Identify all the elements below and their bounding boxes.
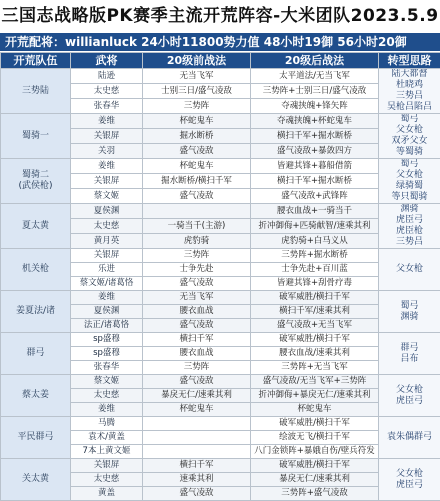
general-name: 夏侯渊 bbox=[71, 204, 143, 219]
late-tactic: 破军威胜/横扫千军 bbox=[251, 417, 379, 431]
late-tactic: 盛气凌敌/无当飞军+三势阵 bbox=[251, 375, 379, 389]
general-name: sp盛穆 bbox=[71, 347, 143, 361]
general-name: 姜维 bbox=[71, 159, 143, 174]
late-tactic: 三势阵+士别三日/盛气凌敌 bbox=[251, 84, 379, 99]
late-tactic: 破军威胜/横扫千军 bbox=[251, 333, 379, 347]
early-tactic: 无当飞军 bbox=[143, 69, 251, 84]
transition-strategy: 父女枪 虎臣弓 bbox=[379, 459, 440, 501]
transition-strategy: 群弓 吕布 bbox=[379, 333, 440, 375]
early-tactic: 士争先赴 bbox=[143, 263, 251, 277]
sheet-title: 三国志战略版PK赛季主流开荒阵容-大米团队2023.5.9 bbox=[0, 0, 440, 32]
header-team: 开荒队伍 bbox=[1, 53, 71, 69]
late-tactic: 皆避其锋+刮骨疗毒 bbox=[251, 277, 379, 291]
late-tactic: 虎豹骑+白马义从 bbox=[251, 234, 379, 249]
table-row bbox=[1, 69, 440, 84]
early-tactic: 虎豹骑 bbox=[143, 234, 251, 249]
general-name: 太史慈 bbox=[71, 389, 143, 403]
lineup-table bbox=[0, 52, 440, 501]
table-row bbox=[1, 333, 440, 347]
late-tactic: 皆避其锋+暮船借箭 bbox=[251, 159, 379, 174]
early-tactic bbox=[143, 445, 251, 459]
team-name: 平民群弓 bbox=[1, 417, 71, 459]
late-tactic: 破军威胜/横扫千军 bbox=[251, 291, 379, 305]
late-tactic: 三势阵+掘水断桥 bbox=[251, 249, 379, 263]
team-name: 蜀骑二 (武侯枪) bbox=[1, 159, 71, 204]
general-name: 关银屏 bbox=[71, 174, 143, 189]
late-tactic: 绘波无飞/横扫千军 bbox=[251, 431, 379, 445]
table-row bbox=[1, 204, 440, 219]
early-tactic: 杯蛇鬼车 bbox=[143, 159, 251, 174]
general-name: 姜维 bbox=[71, 114, 143, 129]
team-name: 机关枪 bbox=[1, 249, 71, 291]
late-tactic: 破军威胜/横扫千军 bbox=[251, 459, 379, 473]
late-tactic: 杯蛇鬼车 bbox=[251, 403, 379, 417]
late-tactic: 盛气凌敌+暴敛四方 bbox=[251, 144, 379, 159]
late-tactic: 横扫千军/速乘其利 bbox=[251, 305, 379, 319]
early-tactic: 速乘其利 bbox=[143, 473, 251, 487]
general-name: 关银屏 bbox=[71, 459, 143, 473]
early-tactic: 掘水断桥/横扫千军 bbox=[143, 174, 251, 189]
general-name: 乐进 bbox=[71, 263, 143, 277]
general-name: 陆逊 bbox=[71, 69, 143, 84]
transition-strategy: 蜀弓 渊骑 bbox=[379, 291, 440, 333]
early-tactic: 盛气凌敌 bbox=[143, 277, 251, 291]
early-tactic: 掘水断桥 bbox=[143, 129, 251, 144]
late-tactic: 盛气凌敌+武锋阵 bbox=[251, 189, 379, 204]
early-tactic: 盛气凌敌 bbox=[143, 375, 251, 389]
late-tactic: 盛气凌敌+无当飞军 bbox=[251, 319, 379, 333]
early-tactic: 一骑当千(主游) bbox=[143, 219, 251, 234]
table-row bbox=[1, 459, 440, 473]
header-early-tactic: 20级前战法 bbox=[143, 53, 251, 69]
transition-strategy: 蜀弓 父女枪 绿骑蜀 等只蜀骑 bbox=[379, 159, 440, 204]
late-tactic: 暴戾无仁/速乘其利 bbox=[251, 473, 379, 487]
late-tactic: 折冲御侮+暴戾无仁/速乘其利 bbox=[251, 389, 379, 403]
general-name: 姜维 bbox=[71, 291, 143, 305]
general-name: 马腾 bbox=[71, 417, 143, 431]
general-name: 关银屏 bbox=[71, 249, 143, 263]
general-name: 夏侯渊 bbox=[71, 305, 143, 319]
early-tactic bbox=[143, 417, 251, 431]
early-tactic bbox=[143, 431, 251, 445]
general-name: 张春华 bbox=[71, 361, 143, 375]
early-tactic: 横扫千军 bbox=[143, 459, 251, 473]
late-tactic: 夺魂挟魄+杯蛇鬼车 bbox=[251, 114, 379, 129]
general-name: 关银屏 bbox=[71, 129, 143, 144]
team-name: 关太黄 bbox=[1, 459, 71, 501]
general-name: 黄盖 bbox=[71, 487, 143, 501]
late-tactic: 折冲御侮+匹骑献智/速乘其利 bbox=[251, 219, 379, 234]
early-tactic: 三势阵 bbox=[143, 99, 251, 114]
transition-strategy: 袁朱偶群弓 bbox=[379, 417, 440, 459]
late-tactic: 八门金锁阵+暴娥自伤/壁兵符发 bbox=[251, 445, 379, 459]
general-name: 法正/诸葛恪 bbox=[71, 319, 143, 333]
early-tactic bbox=[143, 204, 251, 219]
early-tactic: 士别三日/盛气凌敌 bbox=[143, 84, 251, 99]
header-late-tactic: 20级后战法 bbox=[251, 53, 379, 69]
general-name: 太史慈 bbox=[71, 84, 143, 99]
config-line: 开荒配将：willianluck 24小时11800势力值 48小时19御 56小时20御 bbox=[0, 33, 440, 51]
early-tactic: 盛气凌敌 bbox=[143, 487, 251, 501]
early-tactic: 腰衣血战 bbox=[143, 305, 251, 319]
general-name: 黄月英 bbox=[71, 234, 143, 249]
general-name: 7本上黄文姬 bbox=[71, 445, 143, 459]
late-tactic: 夺魂挟魄+锋矢阵 bbox=[251, 99, 379, 114]
team-name: 蔡太姜 bbox=[1, 375, 71, 417]
late-tactic: 横扫千军+掘水断桥 bbox=[251, 174, 379, 189]
early-tactic: 三势阵 bbox=[143, 361, 251, 375]
late-tactic: 三势阵+无当飞军 bbox=[251, 361, 379, 375]
early-tactic: 盛气凌敌 bbox=[143, 144, 251, 159]
table-row bbox=[1, 249, 440, 263]
general-name: 姜维 bbox=[71, 403, 143, 417]
general-name: 太史慈 bbox=[71, 219, 143, 234]
late-tactic: 太平道法/无当飞军 bbox=[251, 69, 379, 84]
header-general: 武将 bbox=[71, 53, 143, 69]
early-tactic: 盛气凌敌 bbox=[143, 319, 251, 333]
transition-strategy: 父女枪 bbox=[379, 249, 440, 291]
table-row bbox=[1, 375, 440, 389]
general-name: 蔡文姬 bbox=[71, 375, 143, 389]
lineup-body bbox=[1, 69, 440, 501]
late-tactic: 腰衣血战+一骑当千 bbox=[251, 204, 379, 219]
transition-strategy: 蜀弓 父女枪 双矛父女 等蜀骑 bbox=[379, 114, 440, 159]
table-row bbox=[1, 114, 440, 129]
table-row bbox=[1, 417, 440, 431]
general-name: 蔡文姬/诸葛恪 bbox=[71, 277, 143, 291]
late-tactic: 腰衣血战/速乘其利 bbox=[251, 347, 379, 361]
early-tactic: 横扫千军 bbox=[143, 333, 251, 347]
table-row bbox=[1, 159, 440, 174]
team-name: 群弓 bbox=[1, 333, 71, 375]
team-name: 蜀骑一 bbox=[1, 114, 71, 159]
general-name: sp盛穆 bbox=[71, 333, 143, 347]
early-tactic: 无当飞军 bbox=[143, 291, 251, 305]
early-tactic: 盛气凌敌 bbox=[143, 189, 251, 204]
general-name: 关羽 bbox=[71, 144, 143, 159]
early-tactic: 三势阵 bbox=[143, 249, 251, 263]
early-tactic: 腰衣血战 bbox=[143, 347, 251, 361]
header-row bbox=[1, 53, 440, 69]
late-tactic: 横扫千军+掘水断桥 bbox=[251, 129, 379, 144]
team-name: 姜夏法/诸 bbox=[1, 291, 71, 333]
general-name: 袁术/黄盖 bbox=[71, 431, 143, 445]
early-tactic: 杯蛇鬼车 bbox=[143, 403, 251, 417]
early-tactic: 杯蛇鬼车 bbox=[143, 114, 251, 129]
team-name: 夏太黄 bbox=[1, 204, 71, 249]
general-name: 张春华 bbox=[71, 99, 143, 114]
late-tactic: 三势阵+盛气凌敌 bbox=[251, 487, 379, 501]
general-name: 太史慈 bbox=[71, 473, 143, 487]
table-row bbox=[1, 291, 440, 305]
team-name: 三势陆 bbox=[1, 69, 71, 114]
transition-strategy: 渊骑 虎臣弓 虎臣枪 三势吕 bbox=[379, 204, 440, 249]
transition-strategy: 陆大都督 杜晓鸡 三势吕 吴枪吕陷吕 bbox=[379, 69, 440, 114]
transition-strategy: 父女枪 虎臣弓 bbox=[379, 375, 440, 417]
header-strategy: 转型思路 bbox=[379, 53, 440, 69]
late-tactic: 士争先赴+百川蓝 bbox=[251, 263, 379, 277]
general-name: 蔡文姬 bbox=[71, 189, 143, 204]
early-tactic: 暴戾无仁/速乘其利 bbox=[143, 389, 251, 403]
